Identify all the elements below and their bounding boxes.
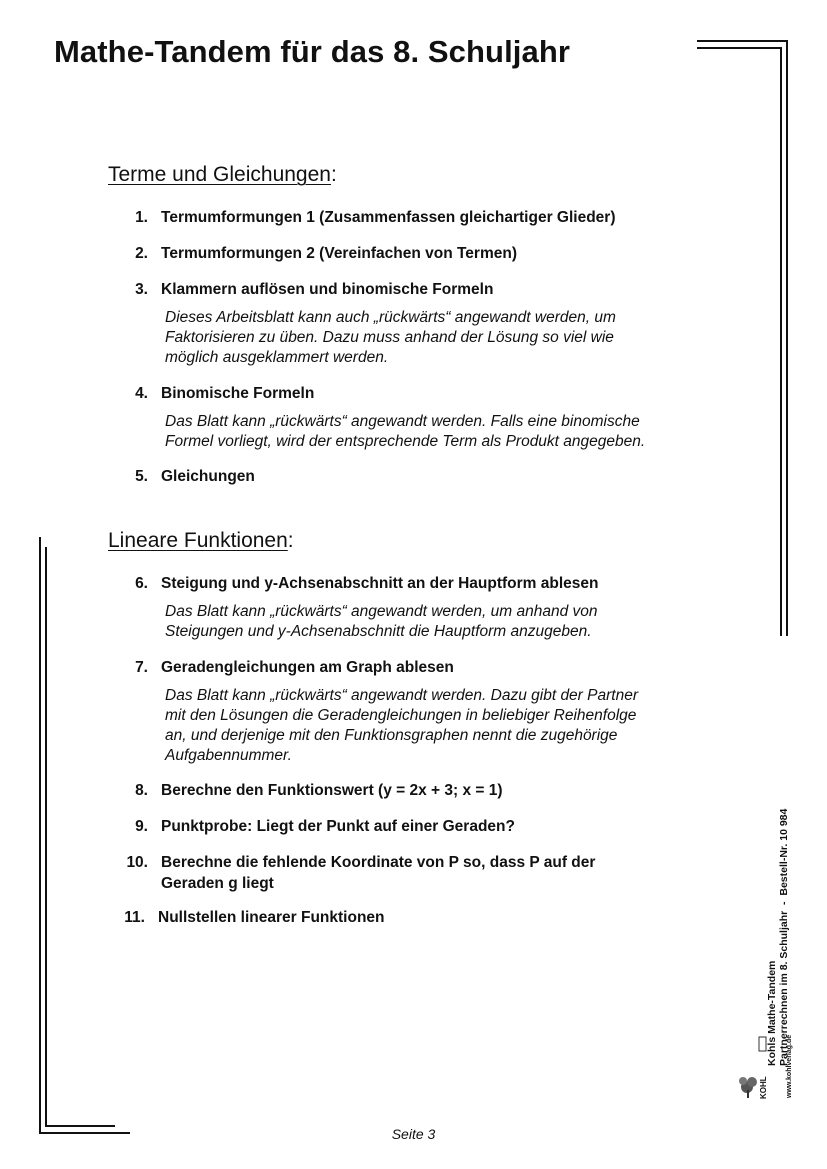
item-title: Nullstellen linearer Funktionen <box>158 909 385 926</box>
item-title-continued: Geraden g liegt <box>161 875 274 892</box>
list-item <box>108 658 708 766</box>
item-title: Punktprobe: Liegt der Punkt auf einer Geraden? <box>161 818 515 835</box>
item-number: 11. <box>124 909 145 926</box>
item-number: 2. <box>135 245 148 262</box>
item-title: Binomische Formeln <box>161 385 315 402</box>
list-item <box>108 467 708 487</box>
item-number: 6. <box>135 575 148 592</box>
description-line: Faktorisieren zu üben. Dazu muss anhand der Lösung so viel wie <box>165 329 614 346</box>
publisher-logo <box>738 1035 772 1101</box>
item-number: 8. <box>135 782 148 799</box>
publisher-info <box>766 809 790 1066</box>
frame-line <box>786 40 788 636</box>
publisher-line-1: Kohls Mathe-Tandem <box>766 960 778 1066</box>
list-item <box>108 817 708 837</box>
frame-line <box>45 547 47 1127</box>
list-item <box>108 853 708 894</box>
description-line: Formel vorliegt, wird der entsprechende Term als Produkt angegeben. <box>165 433 646 450</box>
list-item <box>108 244 708 264</box>
item-description <box>165 308 705 368</box>
tree-logo-icon <box>738 1035 772 1101</box>
item-number: 4. <box>135 385 148 402</box>
publisher-url: www.kohlverlag.de <box>786 1034 793 1098</box>
description-line: Das Blatt kann „rückwärts“ angewandt werden. Falls eine binomische <box>165 413 640 430</box>
description-line: Das Blatt kann „rückwärts“ angewandt werden, um anhand von <box>165 603 598 620</box>
item-number: 1. <box>135 209 148 226</box>
frame-line <box>697 40 788 42</box>
list-item <box>108 781 708 801</box>
description-line: Dieses Arbeitsblatt kann auch „rückwärts“ angewandt werden, um <box>165 309 616 326</box>
item-description <box>165 412 705 452</box>
item-number: 7. <box>135 659 148 676</box>
description-line: mit den Lösungen die Geradengleichungen in beliebiger Reihenfolge <box>165 707 637 724</box>
section-heading-text: Terme und Gleichungen <box>108 163 331 186</box>
section-heading-terme <box>108 163 337 187</box>
publisher-line-2: Partnerrechnen im 8. Schuljahr - Bestell-Nr. 10 984 <box>778 808 790 1066</box>
description-line: möglich ausgeklammert werden. <box>165 349 389 366</box>
item-title: Berechne den Funktionswert (y = 2x + 3; x = 1) <box>161 782 503 799</box>
description-line: Das Blatt kann „rückwärts“ angewandt werden. Dazu gibt der Partner <box>165 687 638 704</box>
description-line: Aufgabennummer. <box>165 747 292 764</box>
frame-line <box>39 537 41 1134</box>
item-number: 3. <box>135 281 148 298</box>
section-heading-colon: : <box>287 529 294 552</box>
item-title: Steigung und y-Achsenabschnitt an der Hauptform ablesen <box>161 575 599 592</box>
description-line: Steigungen und y-Achsenabschnitt die Hauptform anzugeben. <box>165 623 592 640</box>
list-item <box>108 908 708 928</box>
item-title: Geradengleichungen am Graph ablesen <box>161 659 454 676</box>
item-description <box>165 602 705 642</box>
list-item <box>108 208 708 228</box>
list-item <box>108 574 708 642</box>
description-line: an, und derjenige mit den Funktionsgraphen nennt die zugehörige <box>165 727 618 744</box>
logo-text: KOHL <box>759 1076 768 1099</box>
item-number: 5. <box>135 468 148 485</box>
item-title: Gleichungen <box>161 468 255 485</box>
item-title: Termumformungen 2 (Vereinfachen von Termen) <box>161 245 517 262</box>
item-number: 9. <box>135 818 148 835</box>
page-number: Seite 3 <box>391 1126 436 1142</box>
frame-line <box>697 47 782 49</box>
section-heading-text: Lineare Funktionen <box>108 529 288 552</box>
item-title: Termumformungen 1 (Zusammenfassen gleichartiger Glieder) <box>161 209 616 226</box>
frame-line <box>780 47 782 636</box>
item-number: 10. <box>126 854 148 871</box>
item-description <box>165 686 705 766</box>
item-title: Berechne die fehlende Koordinate von P so, dass P auf der <box>161 854 596 871</box>
item-title: Klammern auflösen und binomische Formeln <box>161 281 494 298</box>
page-title: Mathe-Tandem für das 8. Schuljahr <box>54 34 571 69</box>
list-item <box>108 384 708 452</box>
list-item <box>108 280 708 368</box>
section-heading-colon: : <box>330 163 337 186</box>
section-heading-lineare <box>108 529 294 553</box>
